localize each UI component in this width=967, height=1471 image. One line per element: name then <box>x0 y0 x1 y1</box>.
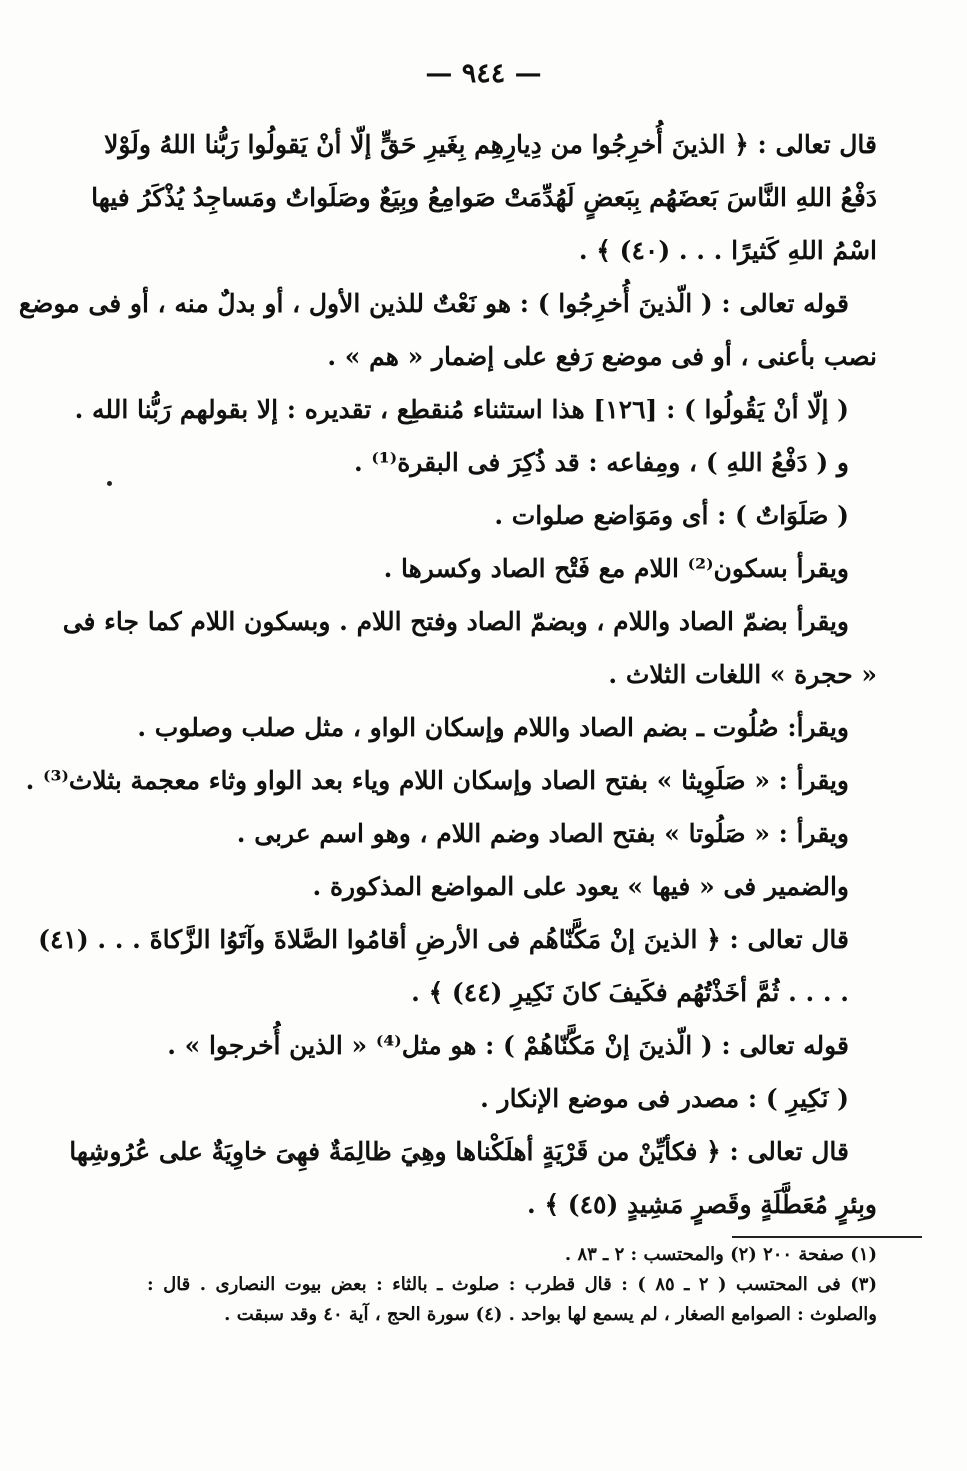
text-line: ويقرأ : « صَلُوتا » بفتح الصاد وضم اللام ، وهو اسم عربى . <box>236 819 849 848</box>
footnote-line: (٣) فى المحتسب ( ٢ ـ ٨٥ ) : قال قطرب : صلوث ـ بالثاء : بعض بيوت النصارى . قال : <box>147 1274 877 1295</box>
text-line: و ( دَفْعُ اللهِ ) ، ومِفاعه : قد ذُكِرَ فى البقرة⁽¹⁾ . <box>353 448 849 477</box>
text-line: دَفْعُ اللهِ النَّاسَ بَعضَهُم بِبَعضٍ لَهُدِّمَتْ صَوامِعُ وبِيَعٌ وصَلَواتٌ ومَساجِدُ يُذْكَرُ فيها <box>91 183 877 212</box>
text-line: والضمير فى « فيها » يعود على المواضع المذكورة . <box>312 872 849 901</box>
footnote-divider <box>732 1236 922 1238</box>
text-line: اسْمُ اللهِ كَثيرًا . . . (٤٠) ﴾ . <box>578 236 877 265</box>
body-text <box>18 118 877 1231</box>
text-line: ويقرأ : « صَلَوِيثا » بفتح الصاد وإسكان اللام وياء بعد الواو وثاء معجمة بثلاث⁽³⁾ . <box>25 766 849 795</box>
text-line: قال تعالى : ﴿ الذينَ إنْ مَكَّنّاهُم فى الأرضِ أقامُوا الصَّلاةَ وآتَوُا الزَّكاةَ . . . (٤١) <box>38 925 849 954</box>
text-line: ويقرأ بسكون⁽²⁾ اللام مع فَتْح الصاد وكسرها . <box>383 554 849 583</box>
footnotes <box>147 1240 877 1330</box>
text-line: ويقرأ بضمّ الصاد واللام ، وبضمّ الصاد وفتح اللام . وبسكون اللام كما جاء فى <box>62 607 849 636</box>
text-line: ويقرأ: صُلُوت ـ بضم الصاد واللام وإسكان الواو ، مثل صلب وصلوب . <box>137 713 849 742</box>
text-line: نصب بأعنى ، أو فى موضع رَفع على إضمار « هم » . <box>327 342 877 371</box>
footnote-line: والصلوث : الصوامع الصغار ، لم يسمع لها بواحد . (٤) سورة الحج ، آية ٤٠ وقد سبقت . <box>224 1304 877 1325</box>
text-line: . . . . ثُمَّ أخَذْتُهُم فكَيفَ كانَ نَكِيرِ (٤٤) ﴾ . <box>411 978 849 1007</box>
text-line: ( إلّا أنْ يَقُولُوا ) : [١٢٦] هذا استثناء مُنقطِع ، تقديره : إلا بقولهم رَبُّنا الله . <box>74 395 849 424</box>
footnote-line: (١) صفحة ٢٠٠ (٢) والمحتسب : ٢ ـ ٨٣ . <box>564 1244 877 1265</box>
page-number: — ٩٤٤ — <box>425 58 542 89</box>
text-line: « حجرة » اللغات الثلاث . <box>608 660 877 689</box>
margin-mark <box>107 481 112 486</box>
text-line: وبِئرٍ مُعَطَّلَةٍ وقَصرٍ مَشِيدٍ (٤٥) ﴾ . <box>527 1190 877 1219</box>
text-line: ( صَلَوَاتٌ ) : أى ومَوَاضع صلوات . <box>494 501 849 530</box>
text-line: قال تعالى : ﴿ الذينَ أُخرِجُوا من دِيارِهِم بِغَيرِ حَقٍّ إلّا أنْ يَقولُوا رَبُّنا اللهُ ولَوْلا <box>104 130 877 159</box>
text-line: قوله تعالى : ( الّذينَ إنْ مَكَّنّاهُمْ ) : هو مثل⁽⁴⁾ « الذين أُخرجوا » . <box>167 1031 849 1060</box>
text-line: قوله تعالى : ( الّذينَ أُخرِجُوا ) : هو نَعْتٌ للذين الأول ، أو بدلٌ منه ، أو فى موضع <box>18 289 849 318</box>
text-line: قال تعالى : ﴿ فكأيِّنْ من قَرْيَةٍ أهلَكْناها وهِيَ ظالِمَةٌ فهِىَ خاوِيَةٌ على عُرُوشِها <box>69 1137 849 1166</box>
text-line: ( نَكِيرِ ) : مصدر فى موضع الإنكار . <box>480 1084 849 1113</box>
